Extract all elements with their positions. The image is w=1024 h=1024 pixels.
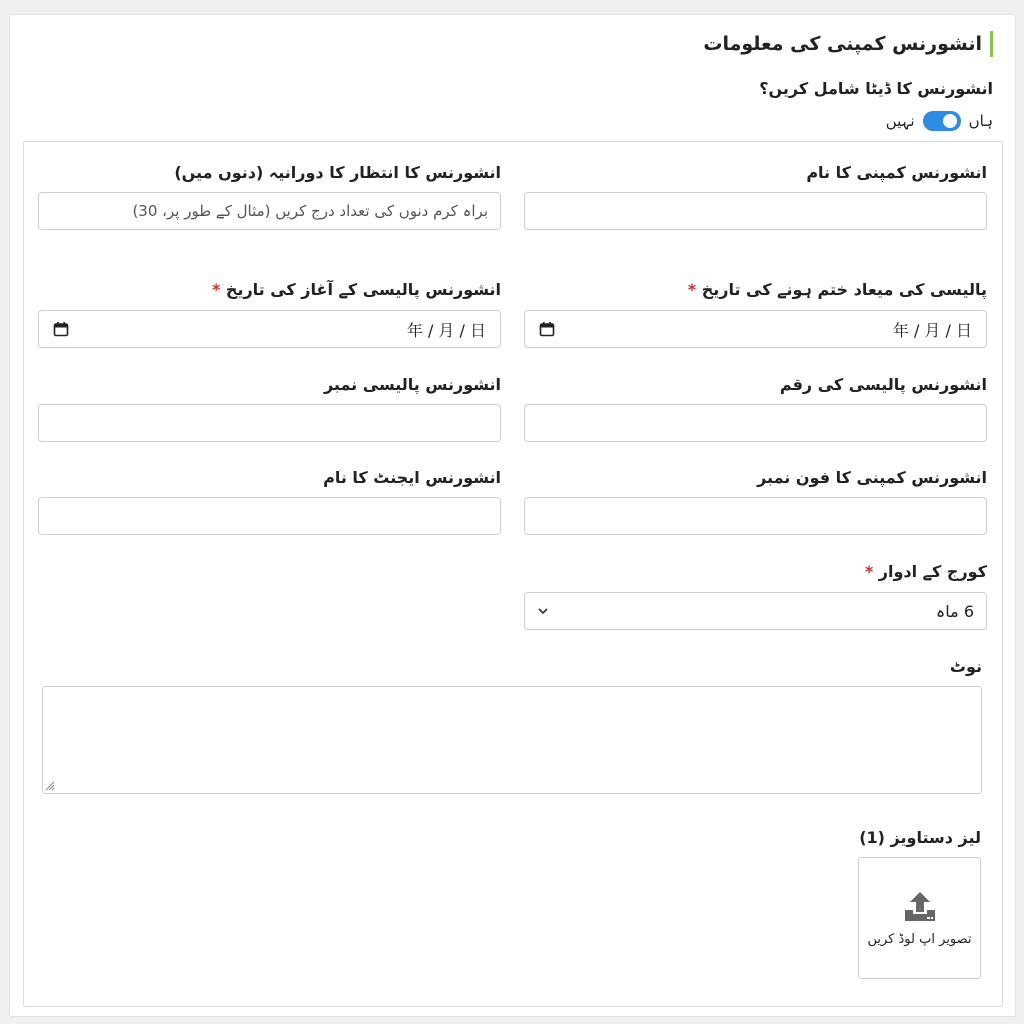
waiting-period-input[interactable] [38,192,501,230]
calendar-icon[interactable] [539,321,555,337]
start-date-label [212,280,501,299]
coverage-period-label-text: کورج کے ادوار [878,562,987,581]
no-label: نہیں [885,112,915,130]
upload-image-button[interactable] [858,857,981,979]
policy-number-label: انشورنس پالیسی نمبر [323,375,501,394]
section-title: انشورنس کمپنی کی معلومات [703,31,993,57]
company-name-label: انشورنس کمپنی کا نام [806,163,987,182]
insurance-form [23,141,1003,1007]
include-toggle-switch[interactable] [923,111,961,131]
start-date-placeholder: 年 / 月 / 日 [406,320,486,340]
agent-name-label: انشورنس ایجنٹ کا نام [323,468,501,487]
start-date-input[interactable] [38,310,501,348]
company-phone-input[interactable] [524,497,987,535]
policy-number-input[interactable] [38,404,501,442]
expiry-date-label [688,280,987,299]
required-marker: * [864,562,874,581]
expiry-date-placeholder: 年 / 月 / 日 [892,320,972,340]
yes-label: ہاں [968,112,993,130]
coverage-period-value: 6 ماہ [935,601,974,621]
upload-label: لیز دستاویز (1) [859,828,981,847]
required-marker: * [687,280,697,299]
policy-amount-label: انشورنس پالیسی کی رقم [779,375,987,394]
coverage-period-label [865,562,987,581]
calendar-icon[interactable] [53,321,69,337]
company-name-input[interactable] [524,192,987,230]
required-marker: * [211,280,221,299]
note-label: نوٹ [949,657,982,676]
waiting-period-label: انشورنس کا انتظار کا دورانیہ (دنوں میں) [174,163,501,182]
start-date-label-text: انشورنس پالیسی کے آغاز کی تاریخ [225,280,501,299]
upload-button-text: تصویر اپ لوڈ کریں [867,931,972,947]
resize-handle-icon[interactable] [45,781,55,791]
expiry-date-input[interactable] [524,310,987,348]
include-toggle-row [886,109,993,133]
coverage-period-select[interactable] [524,592,987,630]
chevron-down-icon [537,607,549,615]
upload-icon [902,890,938,924]
company-phone-label: انشورنس کمپنی کا فون نمبر [757,468,987,487]
expiry-date-label-text: پالیسی کی میعاد ختم ہونے کی تاریخ [701,280,987,299]
agent-name-input[interactable] [38,497,501,535]
policy-amount-input[interactable] [524,404,987,442]
include-question: انشورنس کا ڈیٹا شامل کریں؟ [759,79,993,98]
toggle-knob [943,114,957,128]
note-textarea[interactable] [42,686,982,794]
